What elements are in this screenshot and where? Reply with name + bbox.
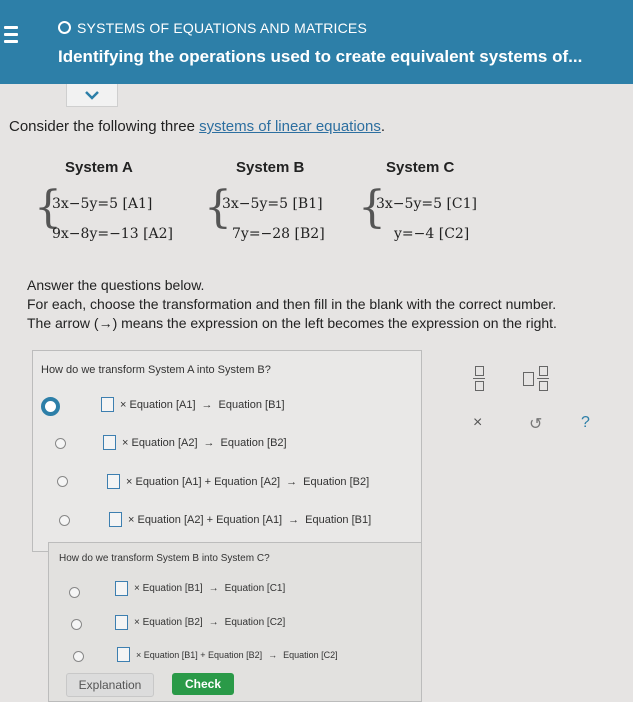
- q2-option-3: × Equation [B1] + Equation [B2] → Equation [C2]: [117, 647, 338, 662]
- question-1-prompt: How do we transform System A into System B?: [41, 364, 271, 376]
- intro-text: Consider the following three systems of linear equations.: [9, 118, 386, 135]
- check-button[interactable]: Check: [172, 673, 234, 695]
- q1-option-1: × Equation [A1] → Equation [B1]: [101, 397, 285, 412]
- brace: {: [358, 182, 386, 233]
- expand-button[interactable]: [66, 84, 118, 107]
- q2-option-2-radio[interactable]: [71, 619, 82, 630]
- chevron-down-icon: [84, 90, 100, 100]
- q1-option-4-radio[interactable]: [59, 515, 70, 526]
- q1-option-4: × Equation [A2] + Equation [A1] → Equation [B1]: [109, 512, 371, 527]
- equation-b2: 7y=−28 [B2]: [232, 226, 325, 242]
- q1-option-1-radio[interactable]: [41, 397, 60, 416]
- q2-option-1: × Equation [B1] → Equation [C1]: [115, 581, 285, 596]
- clear-icon[interactable]: ×: [473, 414, 483, 431]
- fraction-icon[interactable]: [473, 366, 485, 391]
- q1-option-3: × Equation [A1] + Equation [A2] → Equation [B2]: [107, 474, 369, 489]
- system-c-heading: System C: [386, 159, 455, 176]
- brace: {: [34, 182, 62, 233]
- top-bar: [0, 0, 633, 84]
- q2-option-2: × Equation [B2] → Equation [C2]: [115, 615, 285, 630]
- instructions: Answer the questions below. For each, choose the transformation and then fill in the blank with the correct number. The arrow (→) means the expression on the left becomes the expression on the right.: [27, 277, 557, 331]
- explanation-button[interactable]: Explanation: [66, 673, 154, 697]
- mixed-number-icon[interactable]: [523, 366, 549, 391]
- answer-blank[interactable]: [117, 647, 130, 662]
- system-b-heading: System B: [236, 159, 305, 176]
- q2-option-3-radio[interactable]: [73, 651, 84, 662]
- menu-icon[interactable]: [4, 26, 18, 47]
- systems-link[interactable]: systems of linear equations: [199, 118, 381, 135]
- equation-b1: 3x−5y=5 [B1]: [222, 196, 323, 212]
- equation-a1: 3x−5y=5 [A1]: [52, 196, 153, 212]
- answer-blank[interactable]: [101, 397, 114, 412]
- q2-option-1-radio[interactable]: [69, 587, 80, 598]
- q1-option-3-radio[interactable]: [57, 476, 68, 487]
- equation-a2: 9x−8y=−13 [A2]: [52, 226, 174, 242]
- equation-c1: 3x−5y=5 [C1]: [376, 196, 477, 212]
- question-1-panel: [32, 350, 422, 552]
- answer-blank[interactable]: [109, 512, 122, 527]
- q1-option-2-radio[interactable]: [55, 438, 66, 449]
- undo-icon[interactable]: ↺: [529, 416, 543, 433]
- brace: {: [204, 182, 232, 233]
- answer-blank[interactable]: [115, 615, 128, 630]
- answer-blank[interactable]: [115, 581, 128, 596]
- page-title: Identifying the operations used to create equivalent systems of...: [58, 47, 583, 66]
- answer-blank[interactable]: [103, 435, 116, 450]
- help-icon[interactable]: ?: [581, 414, 590, 431]
- answer-tools: [443, 348, 633, 443]
- answer-blank[interactable]: [107, 474, 120, 489]
- q1-option-2: × Equation [A2] → Equation [B2]: [103, 435, 287, 450]
- topic-heading: SYSTEMS OF EQUATIONS AND MATRICES: [58, 20, 367, 36]
- equation-c2: y=−4 [C2]: [394, 226, 470, 242]
- system-a-heading: System A: [65, 159, 133, 176]
- topic-circle-icon: [58, 21, 71, 34]
- question-2-prompt: How do we transform System B into System C?: [59, 553, 270, 564]
